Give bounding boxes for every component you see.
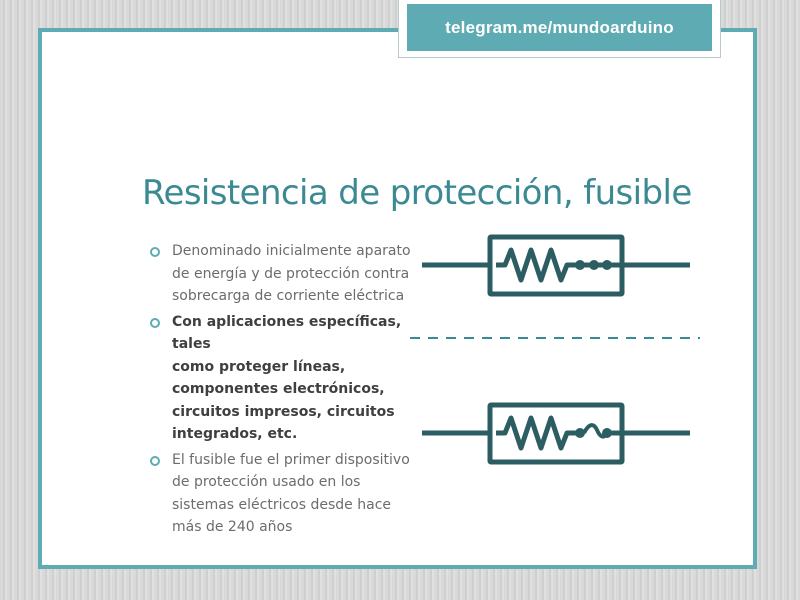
bullet-line: circuitos impresos, circuitos bbox=[172, 403, 395, 420]
bullet-line: sobrecarga de corriente eléctrica bbox=[172, 288, 405, 304]
bullet-line: de protección usado en los bbox=[172, 474, 361, 490]
channel-banner bbox=[398, 0, 721, 58]
bullet-line: sistemas eléctricos desde hace bbox=[172, 496, 392, 513]
bullet-line: como proteger líneas, bbox=[172, 358, 346, 375]
bullet-list bbox=[148, 240, 433, 542]
bullet-line: más de 240 años bbox=[172, 519, 293, 535]
fuse-resistor-diagram bbox=[400, 225, 720, 475]
bullet-line: de energía y de protección contra bbox=[172, 265, 410, 282]
bullet-icon bbox=[150, 318, 160, 328]
fusible-resistor-symbol-alt bbox=[422, 405, 690, 462]
bullet-line: Denominado inicialmente aparato bbox=[172, 243, 411, 259]
bullet-item bbox=[148, 240, 433, 308]
slide-title: Resistencia de protección, fusible bbox=[142, 173, 692, 213]
bullet-icon bbox=[150, 247, 160, 257]
bullet-line: Con aplicaciones específicas, tales bbox=[172, 313, 402, 352]
bullet-line: componentes electrónicos, bbox=[172, 381, 385, 397]
bullet-icon bbox=[150, 456, 160, 466]
fusible-resistor-symbol bbox=[422, 237, 690, 294]
bullet-item bbox=[148, 311, 433, 446]
channel-label: telegram.me/mundoarduino bbox=[407, 4, 712, 51]
bullet-item bbox=[148, 449, 433, 539]
bullet-line: integrados, etc. bbox=[172, 426, 298, 442]
bullet-line: El fusible fue el primer dispositivo bbox=[172, 451, 410, 468]
